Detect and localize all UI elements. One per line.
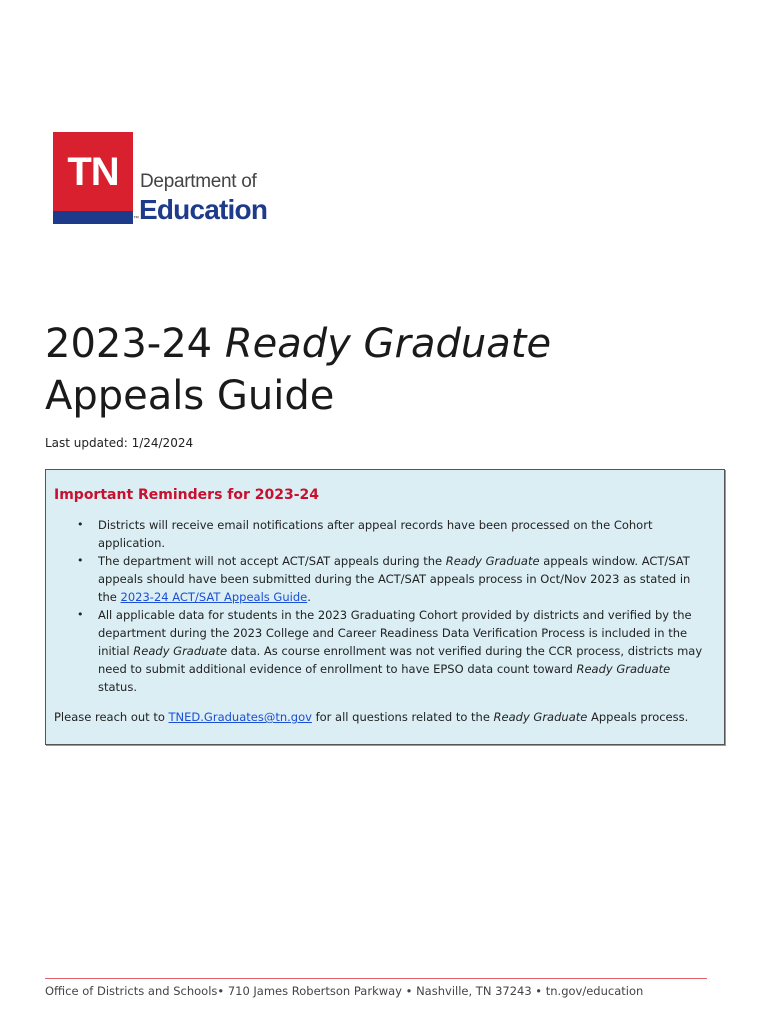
list-item	[46, 606, 706, 696]
contact-text-c: Appeals process.	[587, 710, 689, 724]
reminder-text-2b: appeals window. ACT/SAT appeals should have been submitted during the ACT/SAT appeals process in Oct/Nov 2023 as stated in the	[98, 554, 691, 604]
title-appeals-guide: Appeals Guide	[45, 373, 335, 419]
logo-education: Education	[139, 194, 268, 225]
contact-text-a: Please reach out to	[54, 710, 169, 724]
email-link[interactable]: TNED.Graduates@tn.gov	[168, 710, 312, 724]
reminder-text-3-italic-1: Ready Graduate	[133, 644, 228, 658]
footer-divider	[45, 978, 707, 979]
tn-logo-mark	[53, 132, 133, 224]
contact-text-italic: Ready Graduate	[493, 710, 588, 724]
reminder-text-1: Districts will receive email notifications after appeal records have been processed on the Cohort application.	[98, 518, 653, 550]
tn-department-of-education-logo	[53, 132, 293, 227]
reminder-text-2c: .	[307, 590, 311, 604]
reminder-text-3-italic-2: Ready Graduate	[576, 662, 671, 676]
reminders-list	[46, 516, 706, 696]
tn-logo-text: TN	[67, 150, 119, 194]
important-reminders-box	[45, 469, 725, 745]
bullet-icon: •	[77, 608, 84, 621]
title-ready-graduate: Ready Graduate	[224, 321, 552, 367]
bullet-icon: •	[77, 554, 84, 567]
logo-department-of: Department of	[140, 171, 257, 192]
page-title	[45, 318, 725, 422]
trademark-symbol: ™	[133, 216, 139, 222]
contact-text-b: for all questions related to the	[311, 710, 494, 724]
reminder-text-3a: All applicable data for students in the 2023 Graduating Cohort provided by districts and verified by the department during the 2023 College and Career Readiness Data Verification Process is included in the initial	[98, 608, 692, 658]
reminders-heading: Important Reminders for 2023-24	[54, 487, 320, 503]
reminder-text-2a: The department will not accept ACT/SAT appeals during the	[98, 554, 446, 568]
reminder-text-2-italic: Ready Graduate	[445, 554, 540, 568]
list-item	[46, 552, 706, 606]
logo-blue-stripe	[53, 211, 133, 224]
page-footer: Office of Districts and Schools• 710 James Robertson Parkway • Nashville, TN 37243 • tn.gov/education	[45, 984, 644, 998]
bullet-icon: •	[77, 518, 84, 531]
list-item	[46, 516, 706, 552]
contact-line	[54, 710, 688, 724]
last-updated: Last updated: 1/24/2024	[45, 436, 194, 450]
reminder-text-3b: data. As course enrollment was not verified during the CCR process, districts may need to submit additional evidence of enrollment to have EPSO data count toward	[98, 644, 703, 676]
title-year: 2023-24	[45, 321, 213, 367]
act-sat-appeals-guide-link[interactable]: 2023-24 ACT/SAT Appeals Guide	[120, 590, 308, 604]
reminder-text-3c: status.	[98, 680, 137, 694]
